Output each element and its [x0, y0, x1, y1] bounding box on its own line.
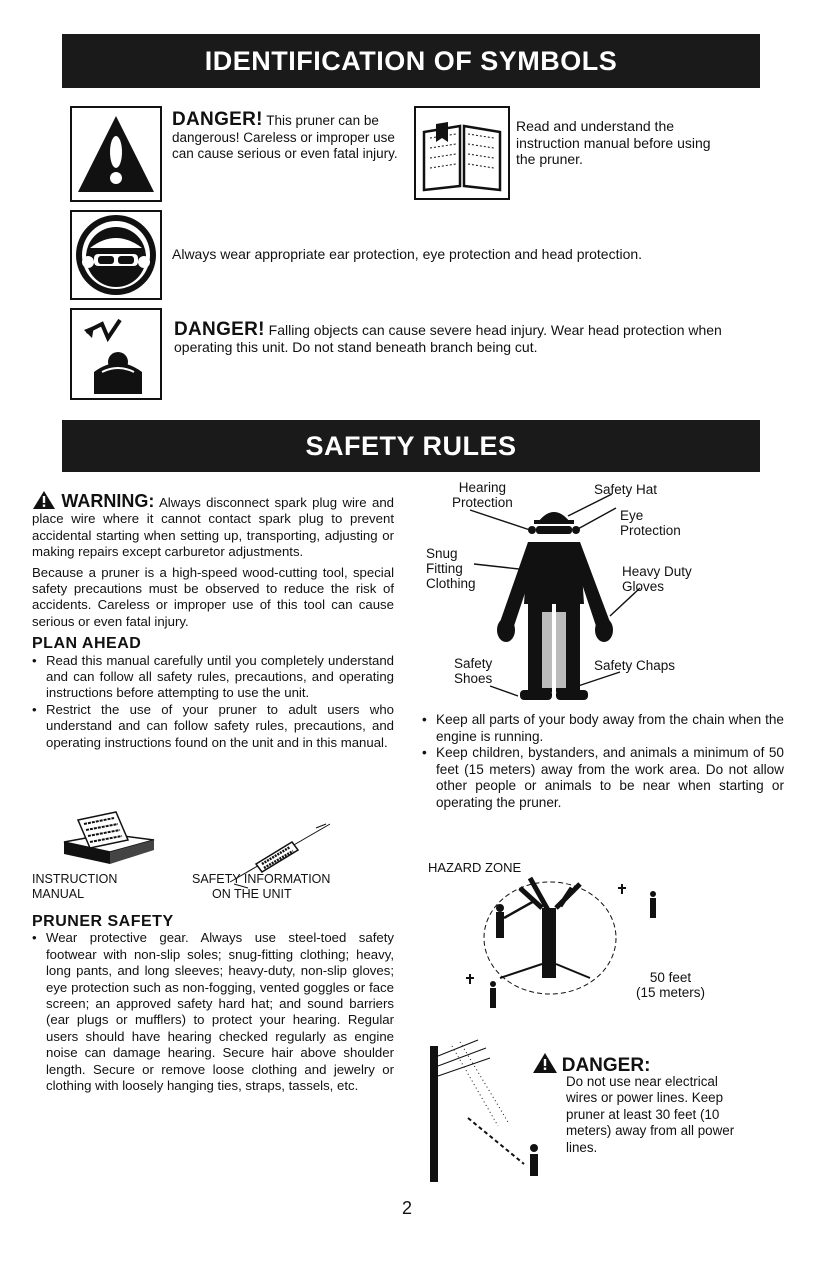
hearing-line-2: Protection — [452, 495, 513, 510]
power-lines-warning — [561, 1052, 736, 1156]
gloves-line-1: Heavy Duty — [622, 564, 692, 579]
manual-book-icon — [416, 108, 508, 198]
falling-branch-icon — [72, 310, 160, 398]
label-hearing-protection — [452, 480, 513, 510]
ppe-icon-box — [70, 210, 162, 300]
danger-pruner-label: DANGER! — [172, 109, 263, 130]
snug-line-2: Fitting — [426, 561, 463, 576]
safety-banner-title: SAFETY RULES — [305, 431, 517, 461]
head-protection-icon — [72, 212, 160, 298]
shoes-line-2: Shoes — [454, 671, 493, 686]
label-safety-shoes — [454, 656, 492, 686]
warning-block — [32, 490, 394, 751]
snug-line-3: Clothing — [426, 576, 476, 591]
list-item: • Read this manual carefully until you completely understand and can follow all safety rules, precautions, and operating instructions before attempting to use the unit. — [32, 653, 394, 702]
list-item: • Keep children, bystanders, and animals a minimum of 50 feet (15 meters) away from the work area. Do not allow other people or animals to be near when starting or operating the pruner. — [422, 745, 784, 811]
symbols-banner — [62, 34, 760, 88]
list-item: • Keep all parts of your body away from the chain when the engine is running. — [422, 712, 784, 745]
hazard-distance-feet: 50 feet — [649, 970, 692, 985]
falling-objects-body: Falling objects can cause severe head injury. Wear head protection when operating this unit. Do not stand beneath branch being cut. — [174, 322, 722, 355]
manual-caption — [32, 872, 117, 902]
label-safety-hat: Safety Hat — [594, 482, 658, 497]
warning-text: Always disconnect spark plug wire and place wire where it cannot contact spark plug to prevent accidental starting when setting up, transporting, adjusting or making repairs except carburetor adjustments. — [32, 495, 395, 560]
page-number: 2 — [401, 1198, 412, 1218]
plan-ahead-heading: PLAN AHEAD — [32, 635, 142, 653]
warning-paragraph-2: Because a pruner is a high-speed wood-cutting tool, special safety precautions must be observed to reduce the risk of accidents. Careless or improper use of this tool can cause serious or even fatal injury. — [32, 564, 394, 629]
danger-triangle-icon-box — [70, 106, 162, 202]
unit-caption — [192, 872, 330, 902]
snug-line-1: Snug — [426, 546, 458, 561]
plan-ahead-list — [32, 653, 394, 751]
symbols-banner-title: IDENTIFICATION OF SYMBOLS — [204, 46, 618, 76]
unit-caption-line-2: ON THE UNIT — [212, 887, 292, 901]
unit-caption-line-1: SAFETY INFORMATION — [192, 872, 331, 886]
eye-line-1: Eye — [620, 508, 644, 523]
safety-banner — [62, 420, 760, 472]
gloves-line-2: Gloves — [622, 579, 665, 594]
manual-caption-line-2: MANUAL — [32, 887, 85, 901]
label-eye-protection — [620, 508, 681, 538]
power-lines-text: Do not use near electrical wires or power lines. Keep pruner at least 30 feet (10 meters) away from all power lines. — [566, 1073, 735, 1155]
danger-triangle-icon — [532, 1052, 558, 1074]
pruner-safety-heading: PRUNER SAFETY — [32, 913, 174, 930]
manual-caption-line-1: INSTRUCTION — [32, 872, 118, 886]
instruction-manual-illustration — [58, 806, 168, 870]
danger-pruner-body: This pruner can be dangerous! Careless or improper use can cause serious or even fatal injury. — [172, 113, 398, 161]
hazard-distance-meters: (15 meters) — [636, 985, 706, 1000]
label-snug-fitting-clothing — [426, 546, 476, 591]
pruner-safety-list — [32, 930, 394, 1094]
power-lines-heading — [532, 1052, 736, 1076]
right-rules-list — [422, 712, 784, 812]
eye-line-2: Protection — [620, 523, 681, 538]
read-manual-text: Read and understand the instruction manual before using the pruner. — [516, 118, 711, 167]
warning-triangle-icon — [32, 490, 56, 510]
falling-objects-label: DANGER! — [174, 319, 265, 340]
right-rules-block — [422, 712, 784, 812]
power-lines-label: DANGER: — [561, 1055, 651, 1076]
danger-triangle-icon — [72, 108, 160, 200]
ppe-text: Always wear appropriate ear protection, eye protection and head protection. — [172, 246, 643, 262]
manual-book-icon-box — [414, 106, 510, 200]
list-item: • Restrict the use of your pruner to adult users who understand and can follow safety rules, precautions, and operating instructions found on the unit and in this manual. — [32, 702, 394, 751]
falling-objects-icon-box — [70, 308, 162, 400]
warning-label: WARNING: — [61, 491, 155, 511]
hearing-line-1: Hearing — [458, 480, 507, 495]
label-safety-chaps: Safety Chaps — [594, 658, 676, 673]
list-item: • Wear protective gear. Always use steel-toed safety footwear with non-slip soles; snug-fitting clothing; heavy, long pants, and long sleeves; heavy-duty, non-slip gloves; eye protection such as non-fogging, vented goggles or face screen; an approved safety hard hat; and sound barriers (ear plugs or mufflers) to protect your hearing. Regular users should have hearing checked regularly as engine noise can damage hearing. Secure hair above shoulder length. Secure or remove loose clothing and jewelry or clothing with loosely hanging ties, straps, tassels, etc. — [32, 930, 394, 1094]
warning-paragraph — [32, 490, 394, 561]
danger-pruner-text — [172, 109, 402, 163]
shoes-line-1: Safety — [454, 656, 493, 671]
label-heavy-duty-gloves — [622, 564, 692, 594]
pruner-safety-block — [32, 914, 394, 1094]
falling-objects-text — [174, 319, 726, 355]
hazard-zone-label: HAZARD ZONE — [428, 860, 522, 875]
hazard-distance — [636, 970, 705, 1000]
